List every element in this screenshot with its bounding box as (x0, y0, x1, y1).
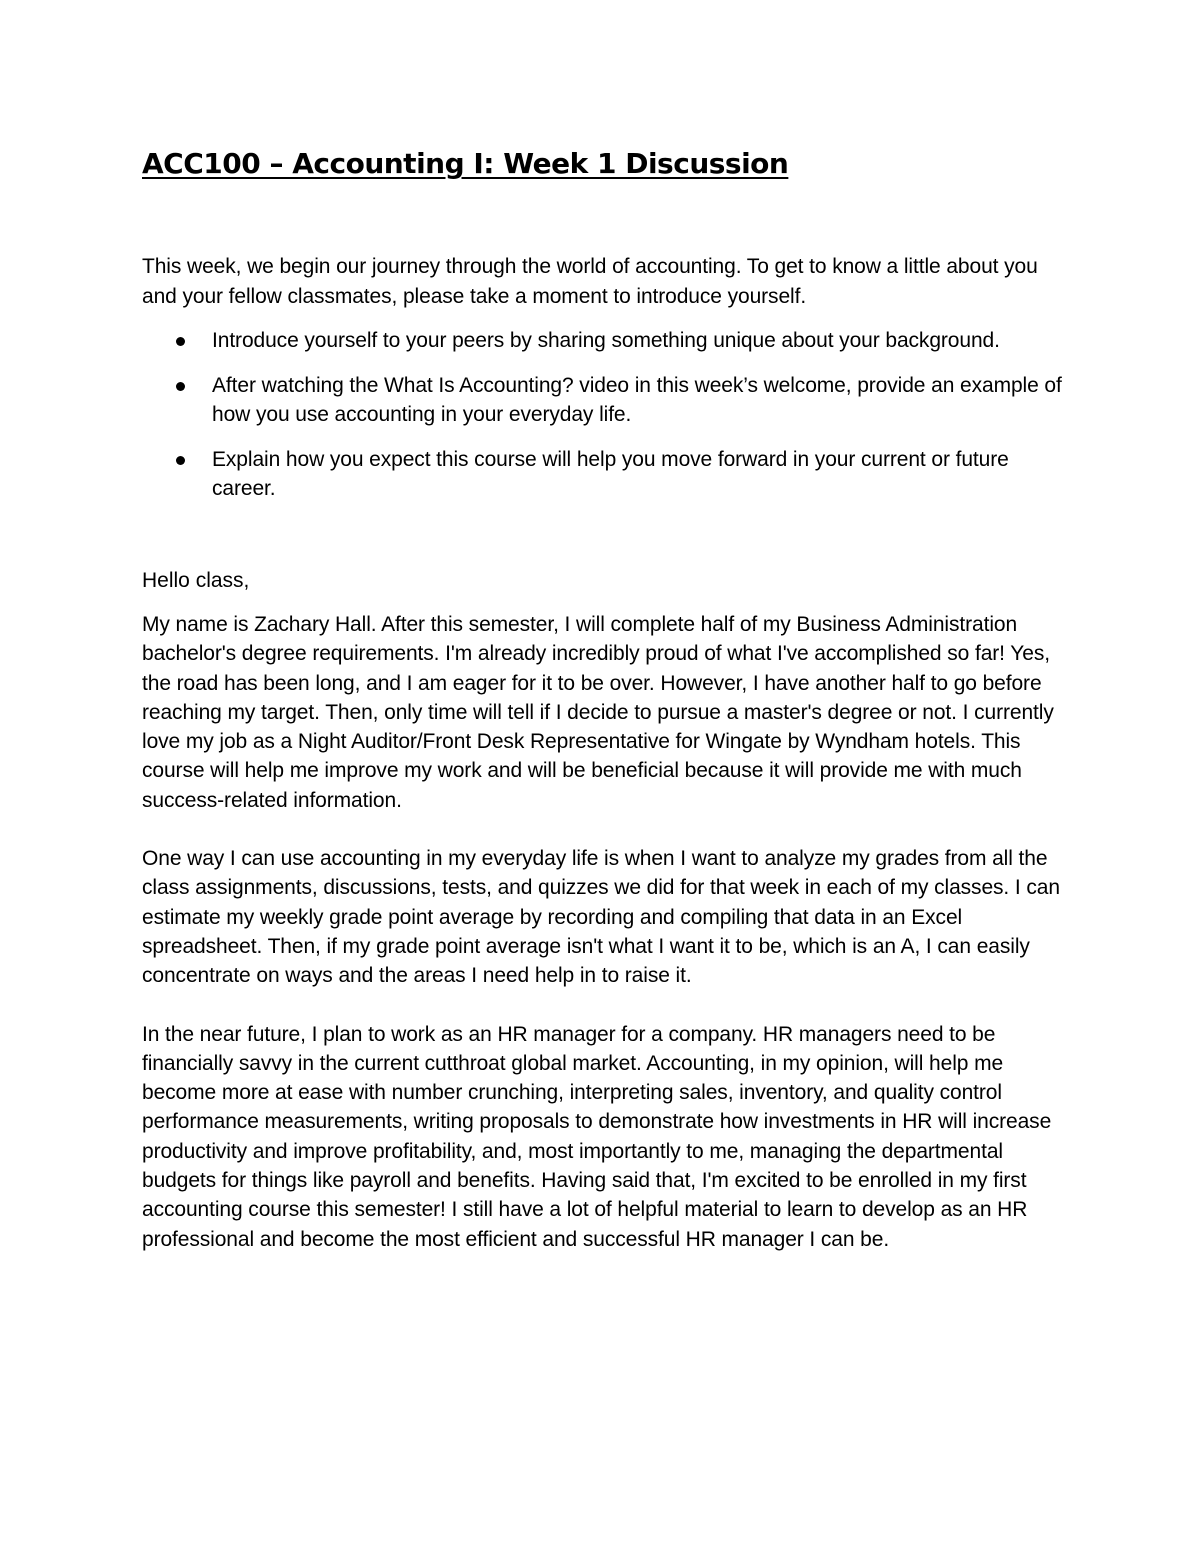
response-greeting: Hello class, (142, 568, 250, 592)
response-paragraph-career: In the near future, I plan to work as an HR manager for a company. HR managers need to be financially savvy in the current cutthroat global market. Accounting, in my opinion, will help me become more at ease with number crunching, interpreting sales, inventory, and quality control performance measurements, writing proposals to demonstrate how investments in HR will increase productivity and improve profitability, and, most importantly to me, managing the departmental budgets for things like payroll and benefits. Having said that, I'm excited to be enrolled in my first accounting course this semester! I still have a lot of helpful material to learn to develop as an HR professional and become the most efficient and successful HR manager I can be. (142, 1022, 1052, 1251)
bullet-dot-icon (176, 456, 185, 465)
document-title: ACC100 – Accounting I: Week 1 Discussion (142, 147, 789, 180)
prompt-bullet-item (142, 371, 1062, 430)
response-paragraph-introduction: My name is Zachary Hall. After this semester, I will complete half of my Business Administration bachelor's degree requirements. I'm already incredibly proud of what I've accomplished so far! Yes, the road has been long, and I am eager for it to be over. However, I have another half to go before reaching my target. Then, only time will tell if I decide to pursue a master's degree or not. I currently love my job as a Night Auditor/Front Desk Representative for Wingate by Wyndham hotels. This course will help me improve my work and will be beneficial because it will provide me with much success-related information. (142, 613, 1054, 812)
prompt-bullet-list (142, 326, 1062, 504)
response-paragraph-everyday-use: One way I can use accounting in my everyday life is when I want to analyze my grades from all the class assignments, discussions, tests, and quizzes we did for that week in each of my classes. I can estimate my weekly grade point average by recording and compiling that data in an Excel spreadsheet. Then, if my grade point average isn't what I want it to be, which is an A, I can easily concentrate on ways and the areas I need help in to raise it. (142, 847, 1060, 988)
prompt-bullet-item (142, 326, 1062, 356)
discussion-prompt: This week, we begin our journey through the world of accounting. To get to know a little about you and your fellow classmates, please take a moment to introduce yourself. (142, 255, 1038, 308)
prompt-bullet-text: After watching the What Is Accounting? video in this week’s welcome, provide an example of how you use accounting in your everyday life. (212, 373, 1062, 426)
document-body (142, 144, 1062, 1254)
bullet-dot-icon (176, 337, 185, 346)
prompt-bullet-text: Explain how you expect this course will help you move forward in your current or future career. (212, 447, 1009, 500)
bullet-dot-icon (176, 382, 185, 391)
prompt-bullet-item (142, 445, 1062, 504)
prompt-bullet-text: Introduce yourself to your peers by sharing something unique about your background. (212, 329, 1000, 352)
